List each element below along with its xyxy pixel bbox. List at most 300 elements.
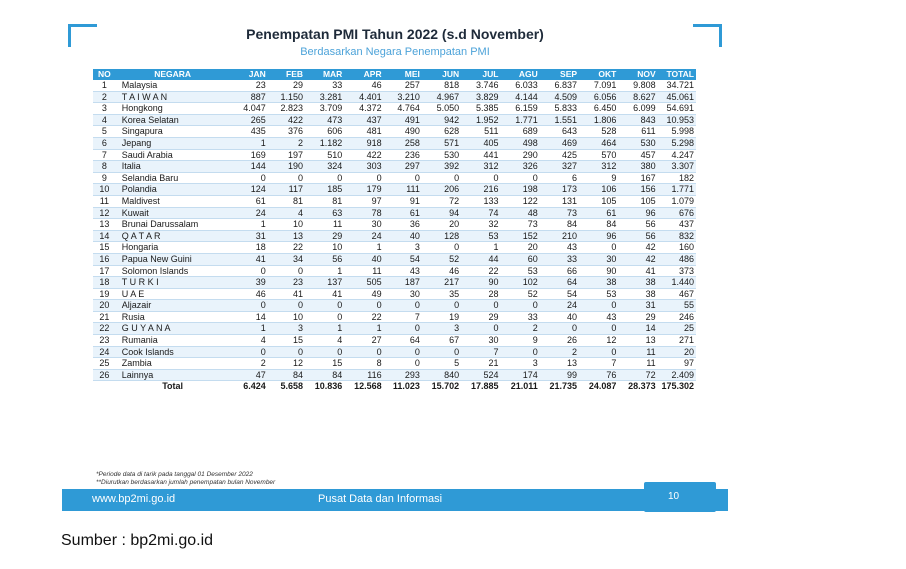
table-cell: 11 [618,358,657,370]
footnote-2: **Diurutkan berdasarkan jumlah penempatan bulan November [96,479,276,486]
table-cell: 2 [540,346,579,358]
source-caption: Sumber : bp2mi.go.id [61,532,214,549]
table-header-row [93,69,696,80]
table-cell: 49 [344,288,383,300]
row-number: 11 [93,195,116,207]
row-number: 17 [93,265,116,277]
row-number: 4 [93,114,116,126]
row-number: 7 [93,149,116,161]
table-cell: 6.056 [579,91,618,103]
column-header: NEGARA [116,69,230,80]
country-name: Jepang [116,137,230,149]
table-cell: 481 [344,126,383,138]
table-cell: 32 [461,219,500,231]
table-cell: 3 [422,323,461,335]
table-cell: 53 [461,230,500,242]
table-cell: 33 [500,311,539,323]
table-cell: 91 [384,195,422,207]
table-cell: 376 [268,126,305,138]
slide-subtitle: Berdasarkan Negara Penempatan PMI [300,46,490,58]
table-cell: 1 [461,242,500,254]
table-cell: 46 [230,288,268,300]
country-name: Q A T A R [116,230,230,242]
table-row [93,161,696,173]
table-cell: 19 [422,311,461,323]
table-cell: 0 [384,346,422,358]
column-header: MEI [384,69,422,80]
table-cell: 31 [618,300,657,312]
table-row [93,311,696,323]
table-cell: 53 [500,265,539,277]
table-cell: 23 [230,80,268,91]
table-cell: 0 [384,323,422,335]
page-number: 10 [668,491,680,502]
country-name: Korea Selatan [116,114,230,126]
table-cell: 271 [658,335,696,347]
table-cell: 0 [268,346,305,358]
table-row [93,91,696,103]
table-cell: 22 [461,265,500,277]
table-cell: 498 [500,137,539,149]
table-row [93,277,696,289]
table-cell: 10 [268,219,305,231]
table-row [93,137,696,149]
row-number: 12 [93,207,116,219]
column-header: JUL [461,69,500,80]
table-cell: 425 [540,149,579,161]
footnote-1: *Periode data di tarik pada tanggal 01 Desember 2022 [96,471,253,478]
table-cell: 571 [422,137,461,149]
row-number: 25 [93,358,116,370]
table-cell: 105 [618,195,657,207]
row-number: 16 [93,253,116,265]
table-cell: 510 [305,149,344,161]
country-name: Kuwait [116,207,230,219]
table-cell: 7 [579,358,618,370]
table-cell: 90 [579,265,618,277]
table-cell: 48 [500,207,539,219]
table-cell: 185 [305,184,344,196]
country-name: G U Y A N A [116,323,230,335]
total-cell: 21.735 [540,381,579,392]
table-cell: 22 [344,311,383,323]
table-row [93,114,696,126]
table-cell: 473 [305,114,344,126]
table-cell: 689 [500,126,539,138]
table-cell: 265 [230,114,268,126]
table-cell: 116 [344,369,383,381]
table-cell: 42 [618,242,657,254]
table-cell: 14 [618,323,657,335]
table-cell: 20 [500,242,539,254]
table-cell: 312 [579,161,618,173]
table-cell: 187 [384,277,422,289]
table-cell: 20 [422,219,461,231]
country-name: Singapura [116,126,230,138]
table-row [93,288,696,300]
table-cell: 0 [344,300,383,312]
country-name: Papua New Guini [116,253,230,265]
table-cell: 0 [305,346,344,358]
table-cell: 6.033 [500,80,539,91]
table-cell: 133 [461,195,500,207]
table-cell: 2 [500,323,539,335]
table-cell: 422 [268,114,305,126]
country-name: Hongkong [116,103,230,115]
row-number: 9 [93,172,116,184]
country-name: Italia [116,161,230,173]
row-number: 23 [93,335,116,347]
table-cell: 105 [579,195,618,207]
table-cell: 6.450 [579,103,618,115]
table-cell: 236 [384,149,422,161]
row-number: 10 [93,184,116,196]
table-cell: 5.998 [658,126,696,138]
column-header: APR [344,69,383,80]
table-cell: 258 [384,137,422,149]
row-number: 13 [93,219,116,231]
table-cell: 97 [658,358,696,370]
country-name: Malaysia [116,80,230,91]
table-cell: 84 [305,369,344,381]
table-cell: 73 [540,207,579,219]
table-cell: 31 [230,230,268,242]
table-cell: 64 [384,335,422,347]
total-cell: 175.302 [658,381,696,392]
table-row [93,253,696,265]
table-cell: 9 [579,172,618,184]
table-cell: 840 [422,369,461,381]
table-cell: 13 [618,335,657,347]
table-cell: 405 [461,137,500,149]
table-cell: 74 [461,207,500,219]
country-name: Polandia [116,184,230,196]
table-cell: 45.061 [658,91,696,103]
table-cell: 0 [305,172,344,184]
table-row [93,207,696,219]
table-cell: 15 [305,358,344,370]
table-cell: 676 [658,207,696,219]
row-number: 22 [93,323,116,335]
table-cell: 179 [344,184,383,196]
table-cell: 505 [344,277,383,289]
country-name: T U R K I [116,277,230,289]
table-cell: 9 [500,335,539,347]
table-cell: 1.952 [461,114,500,126]
table-cell: 94 [422,207,461,219]
total-cell: 15.702 [422,381,461,392]
table-cell: 27 [344,335,383,347]
row-number: 6 [93,137,116,149]
table-cell: 5.833 [540,103,579,115]
table-cell: 7.091 [579,80,618,91]
table-cell: 128 [422,230,461,242]
table-cell: 40 [344,253,383,265]
table-cell: 0 [500,346,539,358]
table-row [93,369,696,381]
table-cell: 169 [230,149,268,161]
table-cell: 40 [540,311,579,323]
table-row [93,300,696,312]
slide [62,12,728,522]
table-cell: 8 [344,358,383,370]
column-header: NO [93,69,116,80]
table-cell: 3.709 [305,103,344,115]
table-cell: 26 [540,335,579,347]
table-cell: 30 [384,288,422,300]
table-cell: 0 [422,346,461,358]
country-name: Saudi Arabia [116,149,230,161]
table-cell: 29 [305,230,344,242]
table-cell: 818 [422,80,461,91]
country-name: Lainnya [116,369,230,381]
table-cell: 303 [344,161,383,173]
table-cell: 24 [540,300,579,312]
table-cell: 54 [540,288,579,300]
table-cell: 1.150 [268,91,305,103]
table-cell: 117 [268,184,305,196]
table-cell: 3.210 [384,91,422,103]
table-cell: 0 [540,323,579,335]
table-cell: 106 [579,184,618,196]
column-header: JUN [422,69,461,80]
table-cell: 490 [384,126,422,138]
table-cell: 22 [268,242,305,254]
table-cell: 0 [384,300,422,312]
table-cell: 9.808 [618,80,657,91]
table-cell: 29 [461,311,500,323]
table-cell: 102 [500,277,539,289]
table-cell: 373 [658,265,696,277]
table-row [93,242,696,254]
table-cell: 12 [268,358,305,370]
table-cell: 67 [422,335,461,347]
table-row [93,335,696,347]
table-cell: 832 [658,230,696,242]
table-cell: 10 [305,242,344,254]
table-cell: 56 [618,230,657,242]
table-cell: 511 [461,126,500,138]
table-cell: 3.746 [461,80,500,91]
table-row [93,219,696,231]
table-cell: 4.047 [230,103,268,115]
table-cell: 61 [384,207,422,219]
table-cell: 61 [230,195,268,207]
table-cell: 2 [230,358,268,370]
table-cell: 84 [540,219,579,231]
table-cell: 38 [618,288,657,300]
table-cell: 0 [579,323,618,335]
table-row [93,172,696,184]
table-cell: 20 [658,346,696,358]
table-cell: 606 [305,126,344,138]
table-cell: 290 [500,149,539,161]
table-cell: 257 [384,80,422,91]
table-cell: 197 [268,149,305,161]
table-cell: 5.385 [461,103,500,115]
table-cell: 326 [500,161,539,173]
table-cell: 6.099 [618,103,657,115]
table-cell: 30 [579,253,618,265]
table-cell: 13 [268,230,305,242]
table-cell: 324 [305,161,344,173]
total-cell: 5.658 [268,381,305,392]
table-cell: 4 [230,335,268,347]
table-row [93,149,696,161]
table-cell: 5.298 [658,137,696,149]
table-cell: 11 [618,346,657,358]
table-cell: 29 [268,80,305,91]
table-cell: 131 [540,195,579,207]
table-cell: 1 [344,323,383,335]
table-cell: 174 [500,369,539,381]
table-cell: 217 [422,277,461,289]
table-cell: 24 [344,230,383,242]
row-number: 1 [93,80,116,91]
footnotes [96,471,275,487]
footer-url: www.bp2mi.go.id [92,493,176,505]
table-cell: 3 [268,323,305,335]
table-cell: 25 [658,323,696,335]
total-label: Total [116,381,230,392]
table-cell: 96 [579,230,618,242]
row-number: 5 [93,126,116,138]
row-number: 19 [93,288,116,300]
table-cell: 40 [384,230,422,242]
table-cell: 530 [618,137,657,149]
table-cell: 7 [384,311,422,323]
table-cell: 46 [422,265,461,277]
table-cell: 198 [500,184,539,196]
footer-bar [62,489,728,511]
table-cell: 4.144 [500,91,539,103]
table-cell: 3.307 [658,161,696,173]
country-name: Cook Islands [116,346,230,358]
table-cell: 6 [540,172,579,184]
table-cell: 173 [540,184,579,196]
table-cell: 1.440 [658,277,696,289]
table-cell: 182 [658,172,696,184]
table-cell: 66 [540,265,579,277]
table-cell: 156 [618,184,657,196]
footer-center-text: Pusat Data dan Informasi [318,493,443,505]
table-cell: 524 [461,369,500,381]
table-cell: 1 [344,242,383,254]
country-name: Rumania [116,335,230,347]
table-cell: 3 [384,242,422,254]
table-cell: 35 [422,288,461,300]
table-cell: 628 [422,126,461,138]
country-name: Solomon Islands [116,265,230,277]
column-header: AGU [500,69,539,80]
table-cell: 312 [461,161,500,173]
table-cell: 4.372 [344,103,383,115]
table-cell: 4.764 [384,103,422,115]
table-cell: 72 [422,195,461,207]
table-cell: 54 [384,253,422,265]
table-cell: 1.771 [500,114,539,126]
table-cell: 76 [579,369,618,381]
table-cell: 64 [540,277,579,289]
table-cell: 90 [461,277,500,289]
table-cell: 486 [658,253,696,265]
table-cell: 44 [461,253,500,265]
country-name: Zambia [116,358,230,370]
table-cell: 61 [579,207,618,219]
table-cell: 206 [422,184,461,196]
table-cell: 643 [540,126,579,138]
table-cell: 216 [461,184,500,196]
table-cell: 6.837 [540,80,579,91]
row-number: 24 [93,346,116,358]
column-header: MAR [305,69,344,80]
table-cell: 167 [618,172,657,184]
table-cell: 54.691 [658,103,696,115]
table-cell: 441 [461,149,500,161]
total-cell: 10.836 [305,381,344,392]
table-cell: 18 [230,242,268,254]
table-cell: 0 [500,172,539,184]
table-row [93,323,696,335]
table-row [93,346,696,358]
row-number: 3 [93,103,116,115]
table-cell: 21 [461,358,500,370]
table-cell: 0 [305,311,344,323]
table-cell: 1 [230,219,268,231]
table-cell: 30 [461,335,500,347]
table-cell: 0 [422,242,461,254]
table-cell: 52 [500,288,539,300]
slide-title: Penempatan PMI Tahun 2022 (s.d November) [246,26,544,42]
table-cell: 0 [268,265,305,277]
table-cell: 327 [540,161,579,173]
table-cell: 0 [230,346,268,358]
table-cell: 0 [461,300,500,312]
table-cell: 2.409 [658,369,696,381]
table-cell: 392 [422,161,461,173]
table-cell: 34 [268,253,305,265]
table-cell: 81 [305,195,344,207]
table-cell: 0 [579,346,618,358]
table-cell: 43 [384,265,422,277]
table-cell: 4 [305,335,344,347]
total-cell: 12.568 [344,381,383,392]
table-cell: 10 [268,311,305,323]
table-cell: 10.953 [658,114,696,126]
total-cell: 28.373 [618,381,657,392]
country-name: T A I W A N [116,91,230,103]
table-cell: 56 [305,253,344,265]
table-cell: 0 [384,358,422,370]
table-cell: 1.182 [305,137,344,149]
table-cell: 63 [305,207,344,219]
country-name: Rusia [116,311,230,323]
table-cell: 1 [305,265,344,277]
column-header: NOV [618,69,657,80]
table-cell: 0 [268,300,305,312]
table-cell: 43 [540,242,579,254]
placement-table [93,69,696,392]
table-cell: 56 [618,219,657,231]
table-cell: 6.159 [500,103,539,115]
table-cell: 380 [618,161,657,173]
table-cell: 111 [384,184,422,196]
column-header: OKT [579,69,618,80]
table-cell: 137 [305,277,344,289]
row-number: 8 [93,161,116,173]
table-cell: 293 [384,369,422,381]
table-cell: 4.509 [540,91,579,103]
